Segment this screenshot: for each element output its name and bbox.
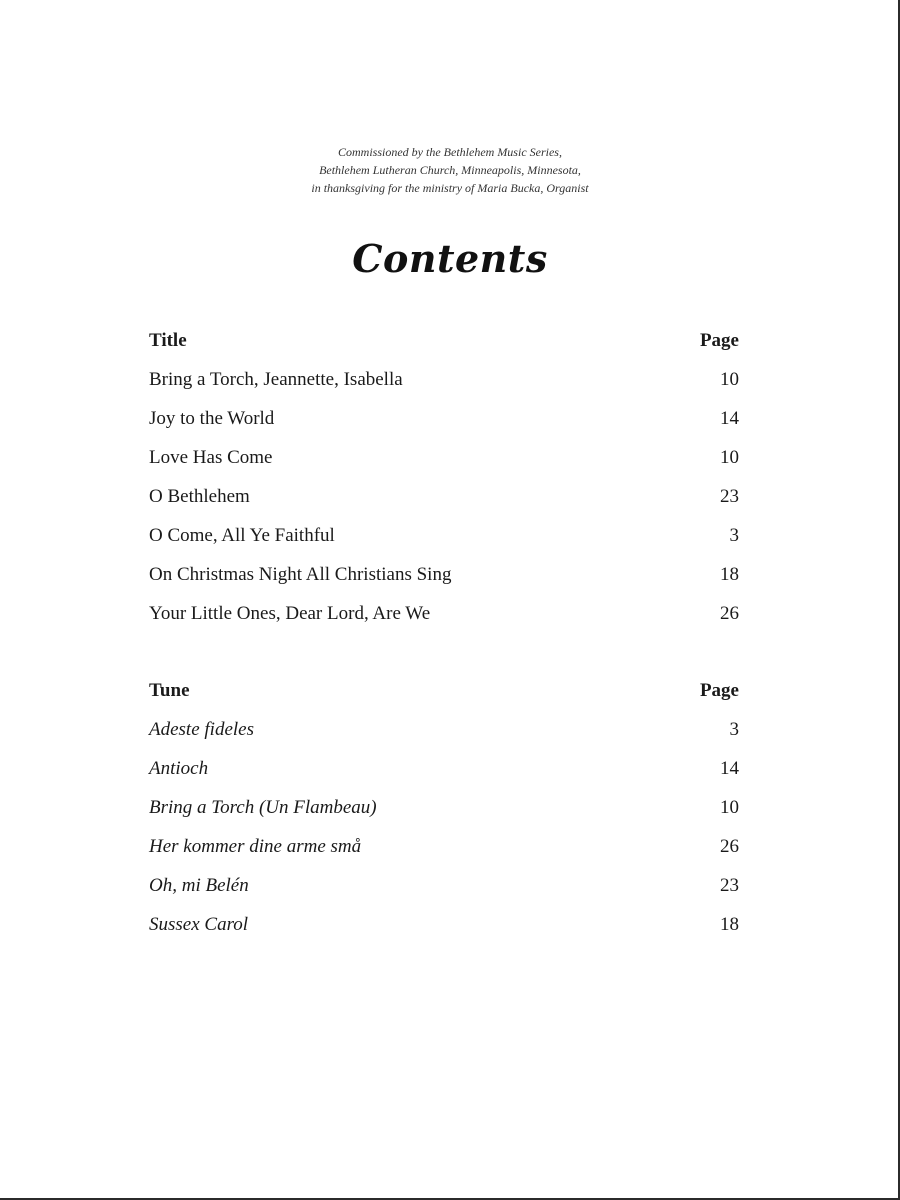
dedication-line: Commissioned by the Bethlehem Music Series, xyxy=(338,145,562,159)
page-column-header: Page xyxy=(699,680,739,701)
toc-entry-title: Bring a Torch, Jeannette, Isabella xyxy=(149,369,403,390)
titles-header-row xyxy=(149,330,739,369)
toc-row[interactable] xyxy=(149,797,739,836)
toc-entry-page: 14 xyxy=(720,408,739,429)
toc-entry-page: 10 xyxy=(720,797,739,818)
toc-row[interactable] xyxy=(149,486,739,525)
toc-row[interactable] xyxy=(149,914,739,953)
toc-entry-title: On Christmas Night All Christians Sing xyxy=(149,564,452,585)
toc-entry-page: 26 xyxy=(720,603,739,624)
toc-row[interactable] xyxy=(149,603,739,642)
toc-row[interactable] xyxy=(149,758,739,797)
toc-entry-tune: Sussex Carol xyxy=(149,914,249,935)
titles-table xyxy=(149,330,739,642)
toc-entry-page: 23 xyxy=(720,875,739,896)
tunes-table xyxy=(149,680,739,953)
toc-entry-tune: Oh, mi Belén xyxy=(149,875,249,896)
toc-entry-page: 26 xyxy=(720,836,739,857)
toc-entry-page: 10 xyxy=(720,369,739,390)
toc-entry-page: 14 xyxy=(720,758,739,779)
dedication xyxy=(0,143,900,197)
toc-row[interactable] xyxy=(149,525,739,564)
toc-entry-page: 18 xyxy=(720,914,739,935)
dedication-line: Bethlehem Lutheran Church, Minneapolis, Minnesota, xyxy=(319,163,581,177)
toc-row[interactable] xyxy=(149,719,739,758)
toc-entry-page: 10 xyxy=(720,447,739,468)
toc-entry-tune: Adeste fideles xyxy=(149,719,254,740)
toc-entry-page: 18 xyxy=(720,564,739,585)
tune-column-header: Tune xyxy=(149,680,190,701)
toc-entry-title: O Come, All Ye Faithful xyxy=(149,525,335,546)
toc-entry-title: Your Little Ones, Dear Lord, Are We xyxy=(149,603,431,624)
contents-heading: Contents xyxy=(352,236,548,281)
toc-entry-page: 3 xyxy=(729,719,739,740)
page-column-header: Page xyxy=(699,330,739,351)
toc-row[interactable] xyxy=(149,564,739,603)
toc-entry-tune: Antioch xyxy=(149,758,209,779)
toc-entry-title: O Bethlehem xyxy=(149,486,250,507)
toc-entry-page: 3 xyxy=(729,525,739,546)
toc-row[interactable] xyxy=(149,369,739,408)
toc-entry-tune: Bring a Torch (Un Flambeau) xyxy=(149,797,377,818)
dedication-line: in thanksgiving for the ministry of Maria Bucka, Organist xyxy=(311,181,589,195)
toc-entry-title: Joy to the World xyxy=(149,408,275,429)
toc-row[interactable] xyxy=(149,875,739,914)
toc-entry-title: Love Has Come xyxy=(149,447,273,468)
toc-entry-page: 23 xyxy=(720,486,739,507)
title-column-header: Title xyxy=(149,330,187,351)
toc-row[interactable] xyxy=(149,836,739,875)
toc-row[interactable] xyxy=(149,408,739,447)
toc-row[interactable] xyxy=(149,447,739,486)
tunes-header-row xyxy=(149,680,739,719)
toc-entry-tune: Her kommer dine arme små xyxy=(149,836,362,857)
